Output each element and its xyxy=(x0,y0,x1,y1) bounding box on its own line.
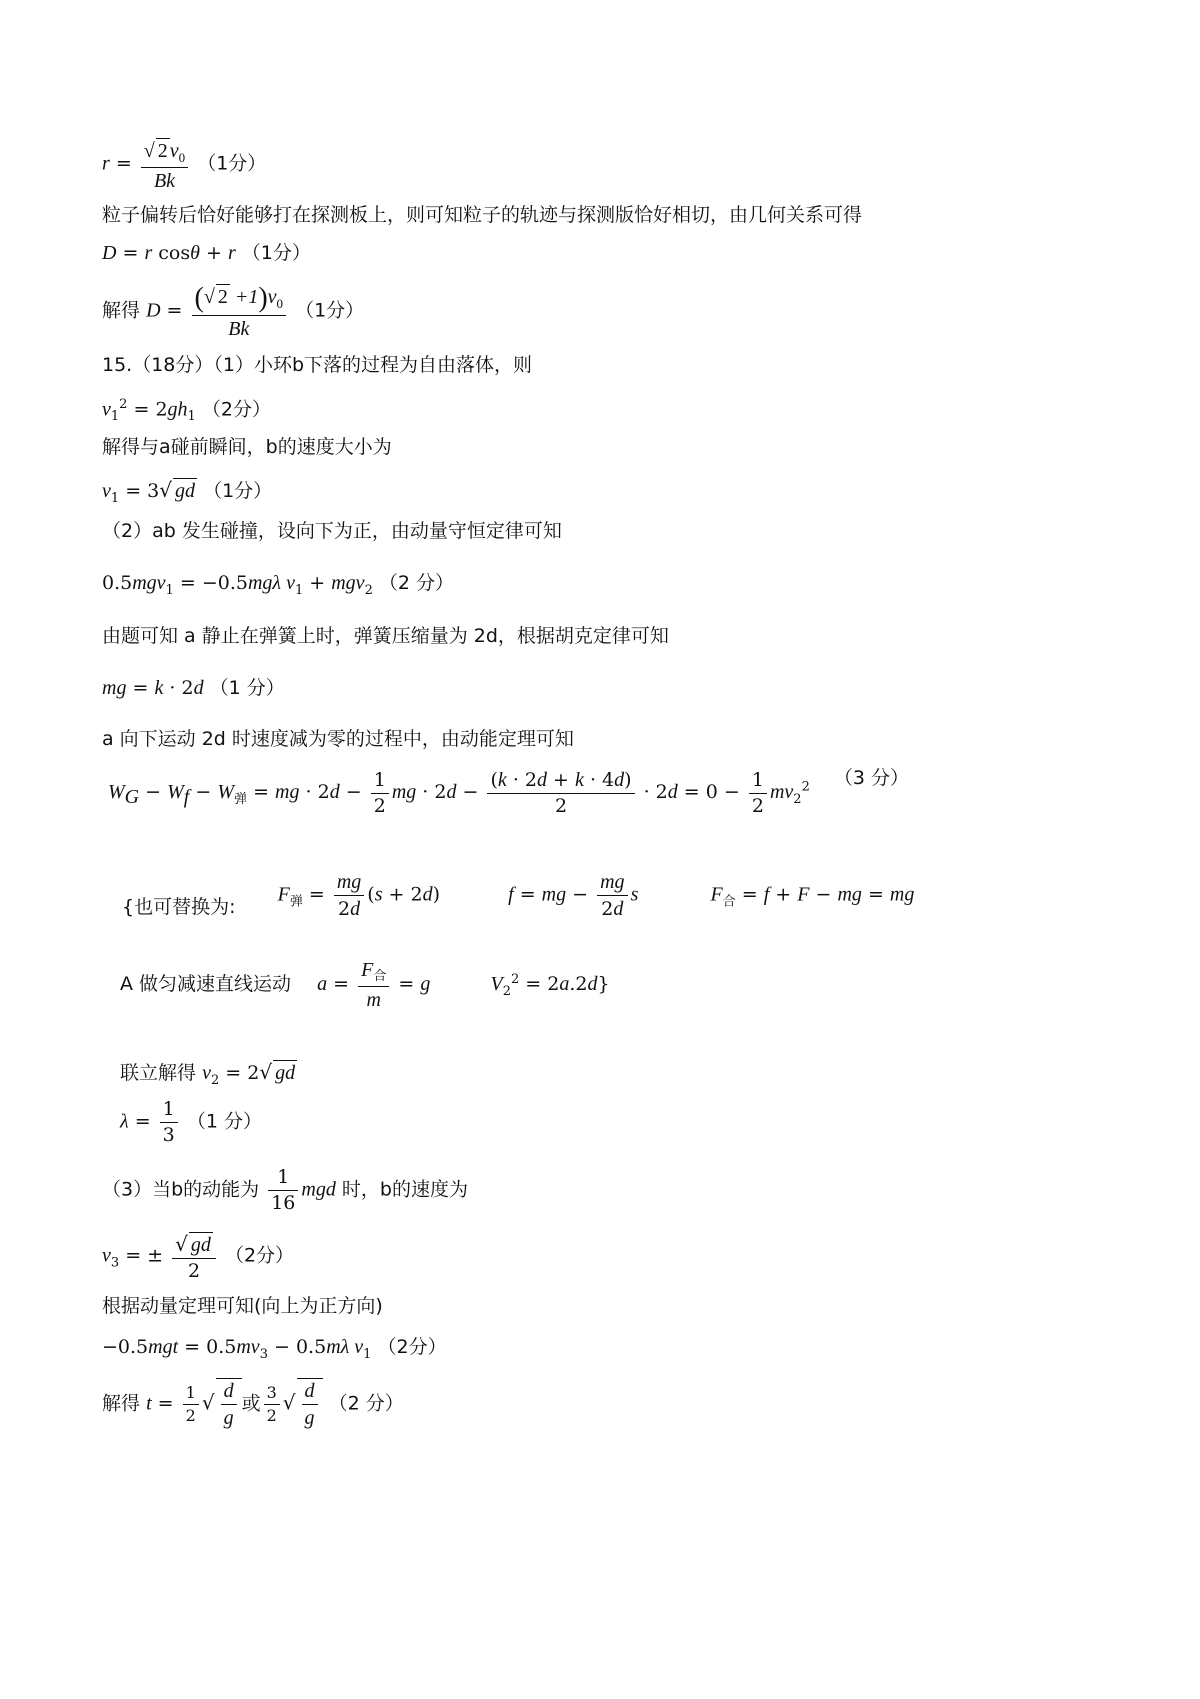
formula-d: D = r cosθ + r （1分） xyxy=(102,242,311,264)
formula-v3: $v_3$ = ± $\frac{√ gd}{2}$ （2分） xyxy=(102,1232,295,1282)
alternative-accel: A 做匀减速直线运动 a = $\frac{F_合}{m}$ = g $V_2^2 = 2a.2d$} xyxy=(120,959,610,1012)
formula-v2: 联立解得 $v_2 = 2√$ gd xyxy=(120,1060,296,1088)
score-label: （1分） xyxy=(241,242,311,264)
score-label: （1分） xyxy=(295,299,365,322)
score-label: （2 分） xyxy=(328,1392,404,1415)
alt-prefix: {也可替换为: xyxy=(122,895,236,918)
alternative-formulas: {也可替换为: $F_弹$ = $\frac{mg}{2d}$ (s + 2d) f = mg − $\frac{mg}{2d}$ s $F_合 = f + F$ − mg = mg xyxy=(122,871,915,920)
text-line: 粒子偏转后恰好能够打在探测板上，则可知粒子的轨迹与探测版恰好相切，由几何关系可得 xyxy=(102,204,863,226)
formula-t: 解得 t = $\frac{1}{2}$ √ $\frac{d}{g}$ 或 $\frac{3}{2}$ √ $\frac{d}{g}$ （2 分） xyxy=(102,1380,404,1429)
score-label: （1分） xyxy=(197,152,267,175)
prefix-text: 解得 xyxy=(102,1392,141,1415)
score-label: （2分） xyxy=(201,398,271,421)
score-label: （3 分） xyxy=(833,767,910,789)
score-label: （2 分） xyxy=(378,572,455,594)
prefix-text: （3）当b的动能为 xyxy=(102,1178,260,1201)
formula-r: r = $\frac{√ 2 v_0}{Bk}$ （1分） xyxy=(102,140,267,192)
score-label: （1 分） xyxy=(209,677,285,699)
formula-lambda: λ = $\frac{1}{3}$ （1 分） xyxy=(120,1098,262,1146)
score-label: （2分） xyxy=(377,1336,447,1358)
text-line: 由题可知 a 静止在弹簧上时，弹簧压缩量为 2d，根据胡克定律可知 xyxy=(102,625,669,647)
score-label: （1 分） xyxy=(186,1110,262,1133)
prefix-text: 联立解得 xyxy=(120,1062,197,1084)
question-number: 15. xyxy=(102,354,133,376)
alt-a-prefix: A 做匀减速直线运动 xyxy=(120,973,292,996)
formula-v1-squared: $v_1^2 = 2gh_1$ （2分） xyxy=(102,397,271,425)
formula-hooke: mg = k · 2d （1 分） xyxy=(102,677,285,699)
question-text: （18分）（1）小环b下落的过程为自由落体，则 xyxy=(132,354,533,376)
formula-v1: $v_1 = 3√$ gd （1分） xyxy=(102,478,273,506)
text-line: 解得与a碰前瞬间，b的速度大小为 xyxy=(102,436,392,458)
text-line: （2）ab 发生碰撞，设向下为正，由动量守恒定律可知 xyxy=(102,520,562,542)
text-line: 根据动量定理可知(向上为正方向) xyxy=(102,1295,383,1317)
score-label: （1分） xyxy=(203,480,273,502)
formula-momentum: 0.5mgv$_1$ = −0.5mgλ $v_1 + mgv_2$ （2 分） xyxy=(102,572,455,598)
mid-text: 时，b的速度为 xyxy=(341,1178,468,1201)
question-15-heading xyxy=(102,356,532,375)
score-label: （2分） xyxy=(224,1244,295,1267)
part-3-line: （3）当b的动能为 $\frac{1}{16}$ mgd 时，b的速度为 xyxy=(102,1166,468,1214)
text-line: a 向下运动 2d 时速度减为零的过程中，由动能定理可知 xyxy=(102,728,574,750)
prefix-text: 解得 xyxy=(102,299,141,322)
formula-d-solved: 解得 D = $\frac{(√ 2 +1)v_0}{Bk}$ （1分） xyxy=(102,282,365,341)
formula-energy: $W_G - W_f - W_弹$ = mg · 2d − $\frac{1}{2}$ mg · 2d − $\frac{(k \cdot 2d + k \cdot 4d)}{2}$ · 2d = 0 − $\frac{1}{2}$ $mv_2^2$ （3 分） xyxy=(108,767,910,817)
or-text: 或 xyxy=(241,1392,261,1415)
formula-impulse: $-0.5mgt = 0.5mv_3 - 0.5m\lambda$ $v_1$ （2分） xyxy=(102,1336,447,1362)
